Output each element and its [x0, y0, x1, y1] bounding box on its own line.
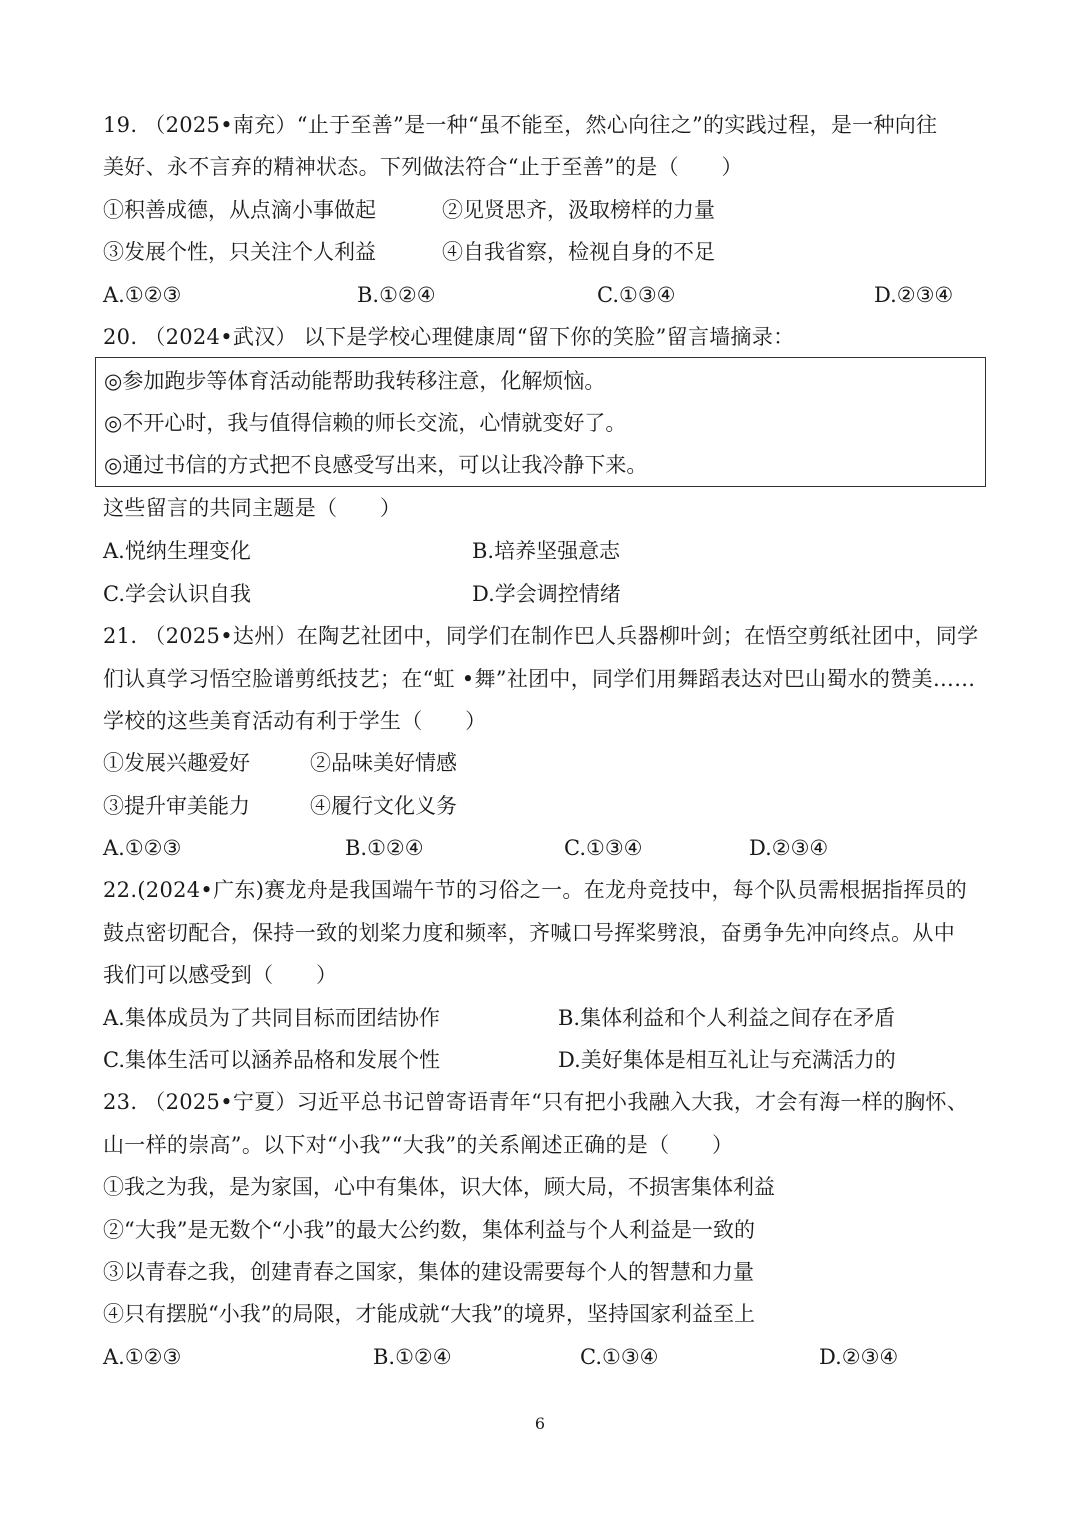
q20-option-c: C.学会认识自我 — [103, 582, 251, 606]
q22-option-a: A.集体成员为了共同目标而团结协作 — [103, 1006, 440, 1030]
q22-stem-line-1: 22.(2024•广东)赛龙舟是我国端午节的习俗之一。在龙舟竞技中，每个队员需根据指挥员的 — [103, 878, 968, 902]
page-number: 6 — [534, 1414, 546, 1433]
q19-item-4: ④自我省察，检视自身的不足 — [442, 240, 715, 264]
q21-option-b: B.①②④ — [345, 836, 424, 860]
q23-stem-line-1: 23. （2025•宁夏）习近平总书记曾寄语青年“只有把小我融入大我，才会有海一样的胸怀、 — [103, 1090, 969, 1114]
q20-option-a: A.悦纳生理变化 — [103, 539, 251, 563]
q21-item-1: ①发展兴趣爱好 — [103, 751, 250, 775]
q19-option-d: D.②③④ — [874, 283, 954, 307]
q20-message-2: ◎不开心时，我与值得信赖的师长交流，心情就变好了。 — [104, 411, 627, 435]
q19-item-1: ①积善成德，从点滴小事做起 — [103, 198, 376, 222]
q23-option-d: D.②③④ — [819, 1345, 899, 1369]
q20-stem-line-1: 20. （2024•武汉） 以下是学校心理健康周“留下你的笑脸”留言墙摘录： — [103, 325, 795, 349]
q21-option-a: A.①②③ — [103, 836, 182, 860]
q21-option-d: D.②③④ — [749, 836, 829, 860]
q23-option-b: B.①②④ — [373, 1345, 452, 1369]
q20-option-d: D.学会调控情绪 — [472, 582, 621, 606]
q23-item-2: ②“大我”是无数个“小我”的最大公约数，集体利益与个人利益是一致的 — [103, 1218, 755, 1242]
q21-item-4: ④履行文化义务 — [310, 794, 457, 818]
q19-option-a: A.①②③ — [103, 283, 182, 307]
q19-option-b: B.①②④ — [357, 283, 436, 307]
q21-option-c: C.①③④ — [564, 836, 643, 860]
q21-item-2: ②品味美好情感 — [310, 751, 457, 775]
q19-option-c: C.①③④ — [597, 283, 676, 307]
q19-item-2: ②见贤思齐，汲取榜样的力量 — [442, 198, 715, 222]
q22-stem-line-2: 鼓点密切配合，保持一致的划桨力度和频率，齐喊口号挥桨劈浪，奋勇争先冲向终点。从中 — [103, 921, 955, 945]
q23-item-3: ③以青春之我，创建青春之国家，集体的建设需要每个人的智慧和力量 — [103, 1260, 754, 1284]
q22-option-c: C.集体生活可以涵养品格和发展个性 — [103, 1048, 440, 1072]
q20-message-3: ◎通过书信的方式把不良感受写出来，可以让我冷静下来。 — [104, 453, 648, 477]
q22-option-b: B.集体利益和个人利益之间存在矛盾 — [558, 1006, 896, 1030]
q20-option-b: B.培养坚强意志 — [472, 539, 621, 563]
q23-option-c: C.①③④ — [580, 1345, 659, 1369]
q23-item-4: ④只有摆脱“小我”的局限，才能成就“大我”的境界，坚持国家利益至上 — [103, 1302, 755, 1326]
q23-stem-line-2: 山一样的崇高”。以下对“小我”“大我”的关系阐述正确的是（ ） — [103, 1133, 734, 1157]
q20-message-1: ◎参加跑步等体育活动能帮助我转移注意，化解烦恼。 — [104, 369, 606, 393]
q19-item-3: ③发展个性，只关注个人利益 — [103, 240, 376, 264]
q21-stem-line-1: 21. （2025•达州）在陶艺社团中，同学们在制作巴人兵器柳叶剑；在悟空剪纸社团中，同学 — [103, 624, 979, 648]
q20-message-box — [95, 357, 986, 487]
q19-stem-line-2: 美好、永不言弃的精神状态。下列做法符合“止于至善”的是（ ） — [103, 155, 743, 179]
q23-option-a: A.①②③ — [103, 1345, 182, 1369]
q20-question: 这些留言的共同主题是（ ） — [103, 496, 402, 520]
q22-option-d: D.美好集体是相互礼让与充满活力的 — [558, 1048, 896, 1072]
q21-item-3: ③提升审美能力 — [103, 794, 250, 818]
q19-stem-line-1: 19. （2025•南充）“止于至善”是一种“虽不能至，然心向往之”的实践过程，是一种向往 — [103, 113, 938, 137]
q23-item-1: ①我之为我，是为家国，心中有集体，识大体，顾大局，不损害集体利益 — [103, 1175, 775, 1199]
q22-stem-line-3: 我们可以感受到（ ） — [103, 963, 338, 987]
q21-stem-line-2: 们认真学习悟空脸谱剪纸技艺；在“虹 •舞”社团中，同学们用舞蹈表达对巴山蜀水的赞美…… — [103, 667, 976, 691]
q21-stem-line-3: 学校的这些美育活动有利于学生（ ） — [103, 709, 487, 733]
